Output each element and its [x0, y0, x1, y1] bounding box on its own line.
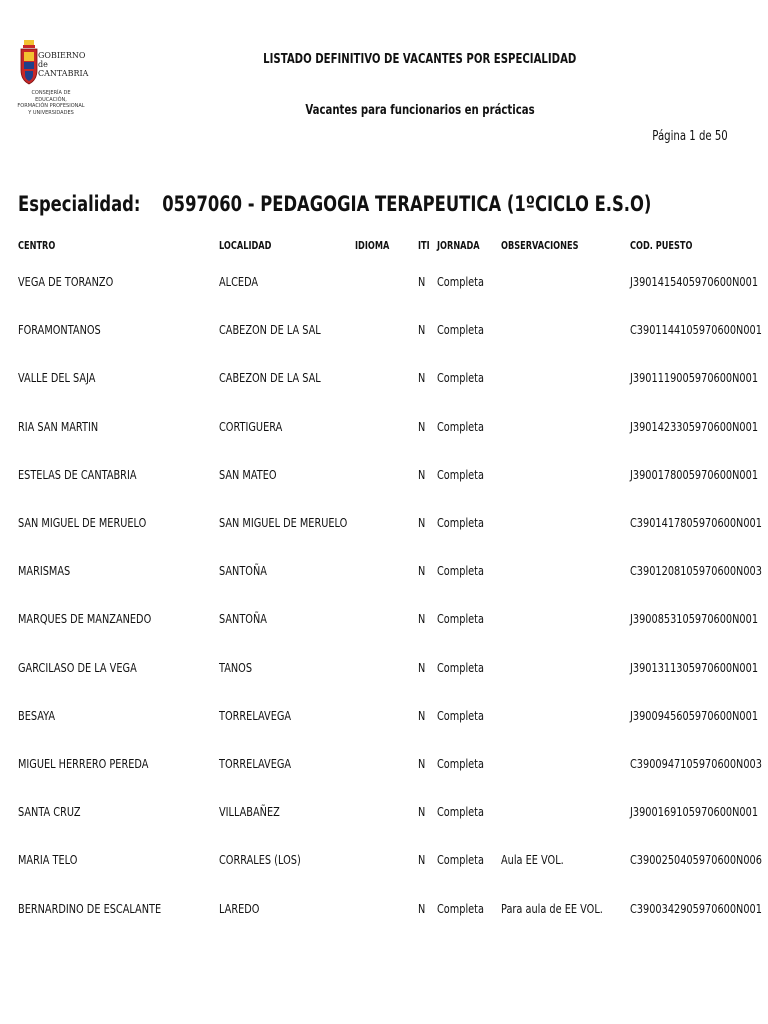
localidad-cell: CABEZON DE LA SAL [219, 370, 321, 385]
centro-cell: MARIA TELO [18, 852, 78, 867]
observaciones-cell: Para aula de EE VOL. [501, 901, 603, 916]
jornada-cell: Completa [437, 419, 484, 434]
jornada-cell: Completa [437, 515, 484, 530]
localidad-cell: CABEZON DE LA SAL [219, 322, 321, 337]
cod-puesto-cell: C39009471059706​00N003 [630, 756, 762, 771]
column-header-localidad: LOCALIDAD [219, 240, 272, 252]
logo-line2: de [38, 60, 48, 69]
localidad-cell: SAN MATEO [219, 467, 277, 482]
centro-cell: FORAMONTANOS [18, 322, 101, 337]
jornada-cell: Completa [437, 467, 484, 482]
gobierno-cantabria-logo [17, 38, 89, 120]
iti-cell: N [418, 852, 426, 867]
cod-puesto-cell: C39003429059706​00N001 [630, 901, 762, 916]
logo-line3: CANTABRIA [38, 69, 89, 78]
centro-cell: MARQUES DE MANZANEDO [18, 611, 152, 626]
document-subtitle: Vacantes para funcionarios en prácticas [305, 103, 535, 118]
cod-puesto-cell: J39001691059706​00N001 [630, 804, 759, 819]
localidad-cell: CORTIGUERA [219, 419, 283, 434]
iti-cell: N [418, 419, 426, 434]
iti-cell: N [418, 756, 426, 771]
column-header-idioma: IDIOMA [355, 240, 390, 252]
iti-cell: N [418, 804, 426, 819]
specialty-heading [18, 192, 768, 216]
jornada-cell: Completa [437, 756, 484, 771]
localidad-cell: TORRELAVEGA [219, 756, 292, 771]
iti-cell: N [418, 322, 426, 337]
jornada-cell: Completa [437, 611, 484, 626]
jornada-cell: Completa [437, 901, 484, 916]
column-header-observaciones: OBSERVACIONES [501, 240, 579, 252]
centro-cell: BERNARDINO DE ESCALANTE [18, 901, 162, 916]
jornada-cell: Completa [437, 660, 484, 675]
cod-puesto-cell: J39008531059706​00N001 [630, 611, 759, 626]
centro-cell: GARCILASO DE LA VEGA [18, 660, 137, 675]
cod-puesto-cell: J39014154059706​00N001 [630, 274, 759, 289]
cod-puesto-cell: J39001780059706​00N001 [630, 467, 759, 482]
jornada-cell: Completa [437, 852, 484, 867]
cod-puesto-cell: J39011190059706​00N001 [630, 370, 759, 385]
iti-cell: N [418, 274, 426, 289]
jornada-cell: Completa [437, 322, 484, 337]
centro-cell: RIA SAN MARTIN [18, 419, 99, 434]
observaciones-cell: Aula EE VOL. [501, 852, 564, 867]
centro-cell: SAN MIGUEL DE MERUELO [18, 515, 147, 530]
centro-cell: ESTELAS DE CANTABRIA [18, 467, 137, 482]
column-header-iti: ITI [418, 240, 430, 252]
centro-cell: SANTA CRUZ [18, 804, 81, 819]
localidad-cell: TORRELAVEGA [219, 708, 292, 723]
localidad-cell: TANOS [219, 660, 253, 675]
iti-cell: N [418, 901, 426, 916]
iti-cell: N [418, 563, 426, 578]
localidad-cell: LAREDO [219, 901, 260, 916]
jornada-cell: Completa [437, 804, 484, 819]
page-number: Página 1 de 50 [652, 129, 728, 144]
logo-sub3: Y UNIVERSIDADES [28, 109, 74, 116]
localidad-cell: SANTOÑA [219, 563, 267, 578]
cod-puesto-cell: J39009456059706​00N001 [630, 708, 759, 723]
centro-cell: MARISMAS [18, 563, 71, 578]
jornada-cell: Completa [437, 370, 484, 385]
cod-puesto-cell: C39011441059706​00N001 [630, 322, 762, 337]
cod-puesto-cell: C39002504059706​00N006 [630, 852, 762, 867]
centro-cell: VEGA DE TORANZO [18, 274, 114, 289]
cod-puesto-cell: J39013113059706​00N001 [630, 660, 759, 675]
localidad-cell: SANTOÑA [219, 611, 267, 626]
logo-sub2: FORMACIÓN PROFESIONAL [17, 103, 85, 109]
centro-cell: BESAYA [18, 708, 56, 723]
specialty-label: Especialidad: [18, 192, 141, 216]
centro-cell: VALLE DEL SAJA [18, 370, 96, 385]
coat-of-arms-icon [20, 40, 38, 86]
localidad-cell: VILLABAÑEZ [219, 804, 280, 819]
iti-cell: N [418, 515, 426, 530]
column-header-jornada: JORNADA [437, 240, 480, 252]
document-title: LISTADO DEFINITIVO DE VACANTES POR ESPECIALIDAD [263, 52, 577, 67]
logo-line1: GOBIERNO [38, 51, 86, 60]
localidad-cell: ALCEDA [219, 274, 259, 289]
column-header-centro: CENTRO [18, 240, 56, 252]
cod-puesto-cell: C39014178059706​00N001 [630, 515, 762, 530]
logo-subtext [17, 90, 85, 116]
column-header-cod-puesto: COD. PUESTO [630, 240, 693, 252]
centro-cell: MIGUEL HERRERO PEREDA [18, 756, 149, 771]
cod-puesto-cell: C39012081059706​00N003 [630, 563, 762, 578]
iti-cell: N [418, 611, 426, 626]
jornada-cell: Completa [437, 563, 484, 578]
jornada-cell: Completa [437, 708, 484, 723]
specialty-value: 0597060 - PEDAGOGIA TERAPEUTICA (1ºCICLO E.S.O) [162, 192, 652, 216]
iti-cell: N [418, 660, 426, 675]
iti-cell: N [418, 370, 426, 385]
logo-sub1: CONSEJERÍA DE EDUCACIÓN, [31, 90, 71, 103]
localidad-cell: SAN MIGUEL DE MERUELO [219, 515, 348, 530]
jornada-cell: Completa [437, 274, 484, 289]
iti-cell: N [418, 467, 426, 482]
localidad-cell: CORRALES (LOS) [219, 852, 301, 867]
cod-puesto-cell: J39014233059706​00N001 [630, 419, 759, 434]
logo-text [38, 51, 88, 78]
iti-cell: N [418, 708, 426, 723]
